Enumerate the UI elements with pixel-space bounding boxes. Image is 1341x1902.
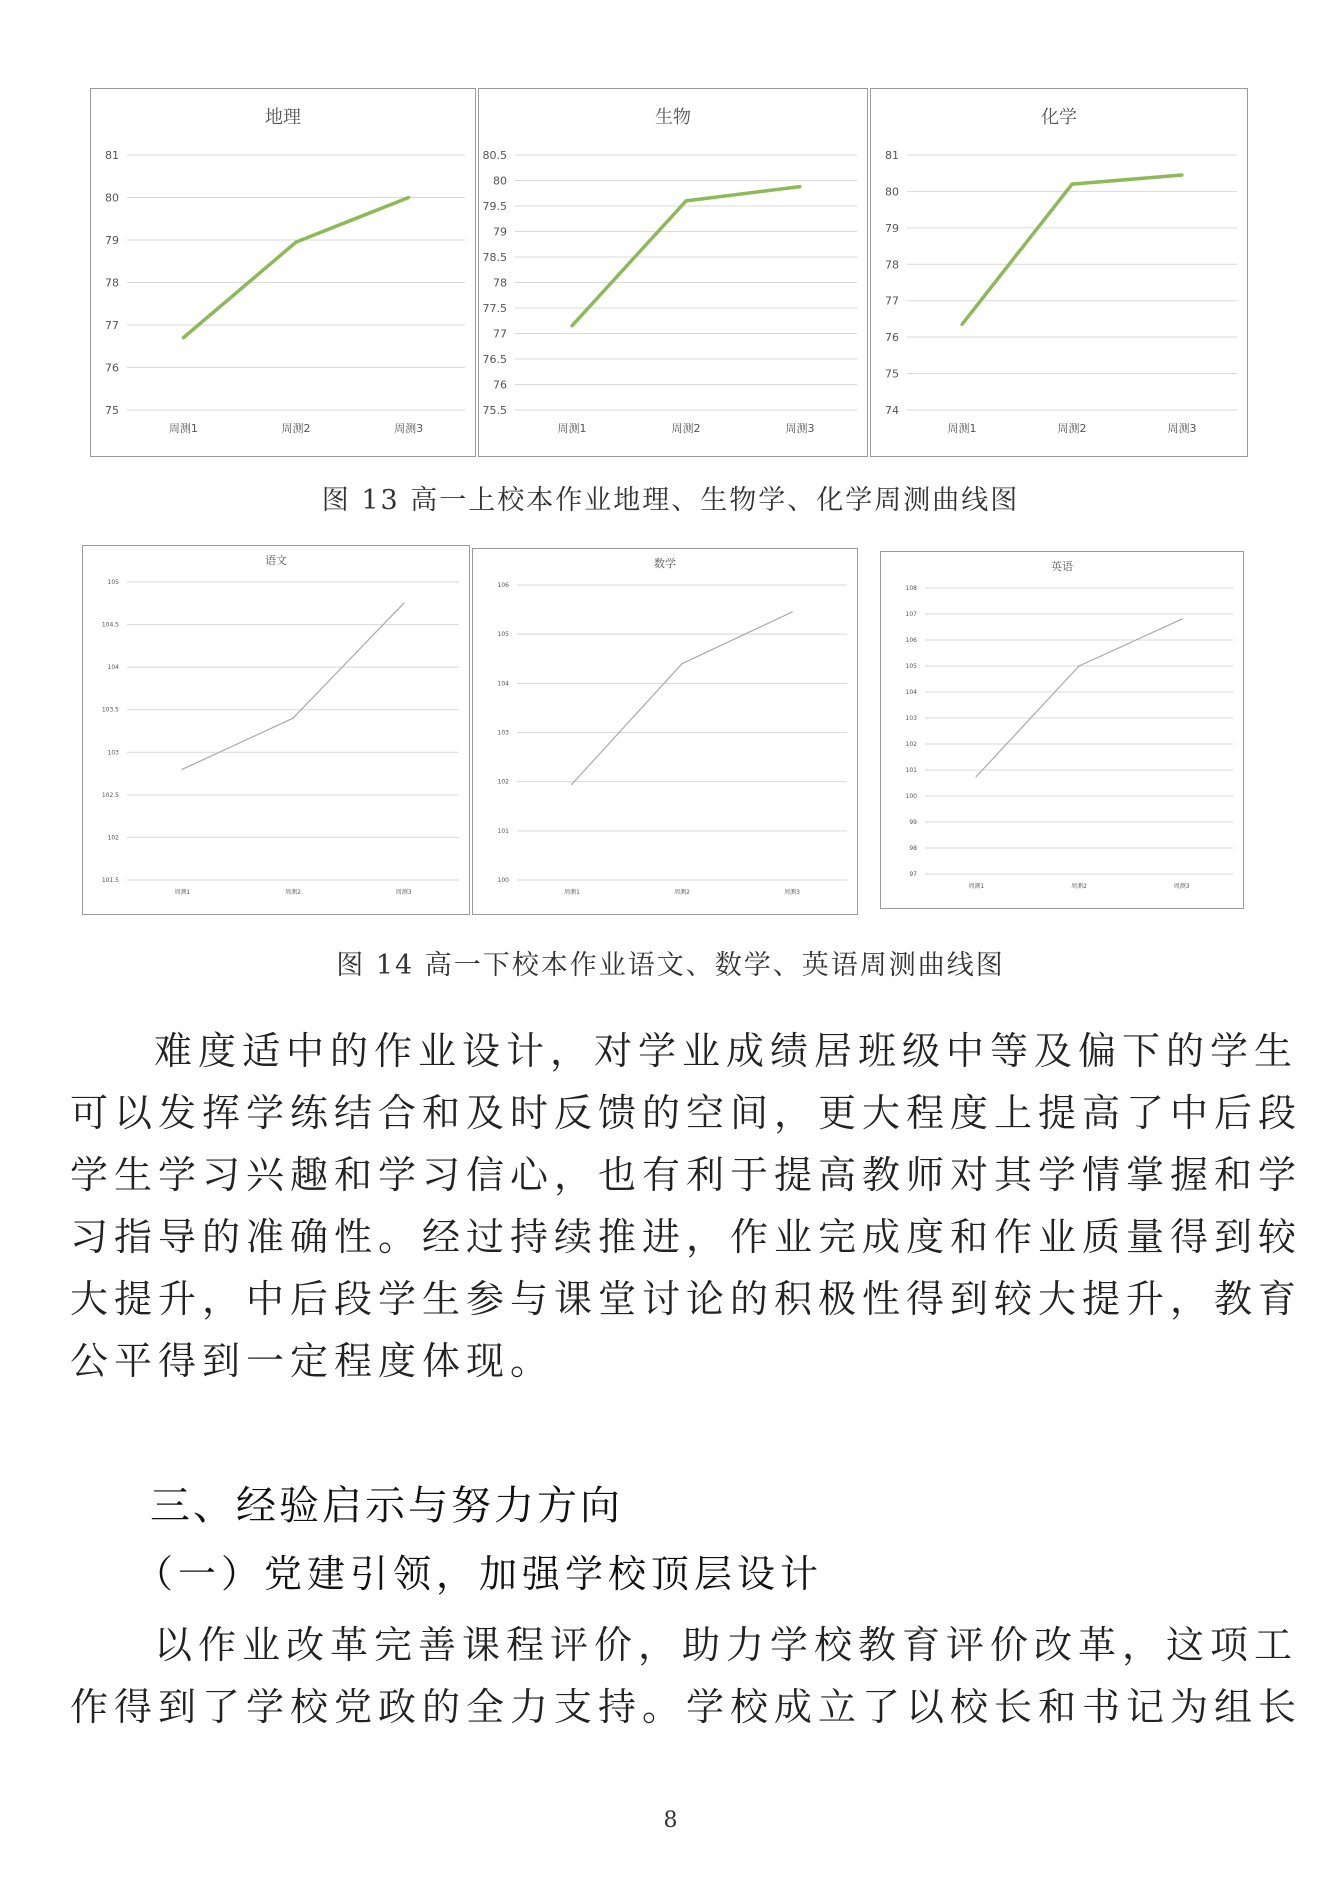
data-point (294, 241, 297, 244)
y-tick-label: 74 (885, 404, 899, 417)
x-tick-label: 周测2 (1057, 422, 1087, 435)
data-point (1180, 173, 1183, 176)
y-tick-label: 103.5 (101, 706, 119, 714)
chart-chinese-svg (83, 546, 469, 914)
y-tick-label: 77.5 (482, 302, 507, 315)
data-point (960, 323, 963, 326)
page-number: 8 (663, 1808, 678, 1833)
series-line (976, 619, 1181, 776)
y-tick-label: 105 (497, 631, 509, 639)
y-tick-label: 101 (905, 767, 917, 774)
chart-math (472, 548, 858, 915)
y-tick-label: 76.5 (482, 353, 507, 366)
paragraph-line: 大提升，中后段学生参与课堂讨论的积极性得到较大提升，教育 (70, 1277, 1303, 1321)
chart-english-svg (881, 552, 1243, 908)
data-point (292, 717, 294, 719)
series-line (182, 603, 403, 769)
y-tick-label: 102 (497, 778, 509, 786)
data-point (798, 185, 801, 188)
chart-title: 生物 (655, 107, 691, 128)
x-tick-label: 周测3 (784, 889, 800, 896)
y-tick-label: 78 (105, 276, 119, 290)
y-tick-label: 104 (107, 664, 119, 672)
paragraph-line: 公平得到一定程度体现。 (70, 1339, 555, 1383)
y-tick-label: 79 (885, 221, 899, 235)
x-tick-label: 周测2 (674, 889, 690, 896)
data-point (791, 611, 793, 613)
x-tick-label: 周测2 (671, 422, 701, 435)
data-point (182, 769, 184, 771)
paragraph-line: 难度适中的作业设计，对学业成绩居班级中等及偏下的学生 (154, 1029, 1299, 1073)
chart-biology-svg (479, 89, 867, 456)
y-tick-label: 100 (905, 793, 917, 800)
y-tick-label: 78.5 (482, 251, 507, 264)
x-tick-label: 周测2 (281, 422, 311, 435)
y-tick-label: 75.5 (482, 404, 507, 417)
paragraph-1 (70, 1020, 1303, 1392)
series-line (572, 187, 800, 326)
chart-geography (90, 88, 476, 457)
x-tick-label: 周测3 (394, 422, 424, 435)
y-tick-label: 75 (105, 404, 119, 417)
y-tick-label: 103 (905, 715, 917, 722)
y-tick-label: 81 (105, 149, 119, 162)
data-point (681, 663, 683, 665)
data-point (407, 196, 410, 199)
x-tick-label: 周测1 (557, 422, 587, 435)
x-tick-label: 周测2 (1071, 883, 1087, 890)
series-line (962, 175, 1182, 324)
data-point (1181, 618, 1183, 620)
series-line (183, 198, 408, 338)
x-tick-label: 周测1 (174, 889, 191, 896)
data-point (1070, 183, 1073, 186)
y-tick-label: 103 (107, 749, 119, 757)
x-tick-label: 周测2 (285, 889, 301, 896)
chart-biology (478, 88, 868, 457)
chart-title: 地理 (265, 107, 301, 128)
y-tick-label: 77 (885, 294, 899, 308)
x-tick-label: 周测1 (968, 883, 985, 890)
y-tick-label: 80 (493, 174, 507, 188)
chart-chemistry-svg (871, 89, 1247, 456)
chart-title: 英语 (1051, 560, 1073, 573)
x-tick-label: 周测1 (168, 422, 198, 435)
paragraph-line: 学生学习兴趣和学习信心，也有利于提高教师对其学情掌握和学 (70, 1153, 1303, 1197)
paragraph-line: 习指导的准确性。经过持续推进，作业完成度和作业质量得到较 (70, 1215, 1303, 1259)
data-point (570, 324, 573, 327)
data-point (976, 776, 978, 778)
y-tick-label: 99 (909, 819, 917, 826)
chart-geography-svg (91, 89, 475, 456)
y-tick-label: 108 (905, 585, 917, 592)
series-line (572, 612, 792, 784)
y-tick-label: 76 (885, 331, 899, 345)
chart-math-svg (473, 549, 857, 914)
y-tick-label: 101 (497, 827, 509, 835)
y-tick-label: 76 (493, 378, 507, 392)
data-point (684, 199, 687, 202)
chart-title: 化学 (1041, 107, 1077, 128)
y-tick-label: 100 (497, 877, 509, 884)
y-tick-label: 79 (105, 234, 119, 247)
paragraph-2 (70, 1614, 1303, 1738)
y-tick-label: 98 (909, 845, 917, 852)
y-tick-label: 80 (885, 185, 899, 199)
data-point (571, 783, 573, 785)
y-tick-label: 106 (497, 582, 509, 589)
y-tick-label: 80.5 (482, 149, 507, 162)
paragraph-line: 作得到了学校党政的全力支持。学校成立了以校长和书记为组长 (70, 1685, 1303, 1729)
chart-english (880, 551, 1244, 909)
y-tick-label: 107 (905, 611, 917, 618)
paragraph-line: 可以发挥学练结合和及时反馈的空间，更大程度上提高了中后段 (70, 1091, 1303, 1135)
figure-14-caption: 图 14 高一下校本作业语文、数学、英语周测曲线图 (336, 950, 1005, 981)
paragraph-line: 以作业改革完善课程评价，助力学校教育评价改革，这项工 (154, 1623, 1299, 1667)
y-tick-label: 101.5 (101, 877, 119, 884)
chart-chemistry (870, 88, 1248, 457)
chart-title: 语文 (265, 554, 287, 567)
y-tick-label: 105 (107, 579, 119, 586)
data-point (182, 336, 185, 339)
x-tick-label: 周测3 (395, 889, 412, 896)
data-point (1078, 665, 1080, 667)
x-tick-label: 周测3 (785, 422, 815, 435)
y-tick-label: 102 (107, 834, 119, 842)
x-tick-label: 周测1 (947, 422, 977, 435)
y-tick-label: 80 (105, 191, 119, 205)
subsection-heading: （一）党建引领，加强学校顶层设计 (135, 1552, 824, 1596)
y-tick-label: 105 (905, 663, 917, 670)
y-tick-label: 79.5 (482, 200, 507, 213)
y-tick-label: 78 (493, 276, 507, 290)
y-tick-label: 104 (497, 680, 509, 688)
y-tick-label: 104.5 (101, 621, 119, 629)
y-tick-label: 97 (909, 871, 917, 878)
y-tick-label: 77 (105, 319, 119, 332)
y-tick-label: 104 (905, 689, 917, 696)
y-tick-label: 77 (493, 327, 507, 341)
figure-13-caption: 图 13 高一上校本作业地理、生物学、化学周测曲线图 (321, 485, 1020, 516)
chart-title: 数学 (654, 557, 676, 570)
x-tick-label: 周测3 (1173, 883, 1190, 890)
y-tick-label: 103 (497, 729, 509, 737)
chart-chinese (82, 545, 470, 915)
y-tick-label: 102 (905, 741, 917, 748)
y-tick-label: 102.5 (101, 791, 119, 799)
x-tick-label: 周测3 (1167, 422, 1197, 435)
y-tick-label: 79 (493, 225, 507, 239)
y-tick-label: 78 (885, 258, 899, 272)
y-tick-label: 76 (105, 361, 119, 375)
y-tick-label: 81 (885, 149, 899, 162)
section-heading: 三、经验启示与努力方向 (150, 1483, 623, 1529)
x-tick-label: 周测1 (564, 889, 580, 896)
y-tick-label: 75 (885, 367, 899, 381)
y-tick-label: 106 (905, 637, 917, 644)
data-point (403, 602, 405, 604)
